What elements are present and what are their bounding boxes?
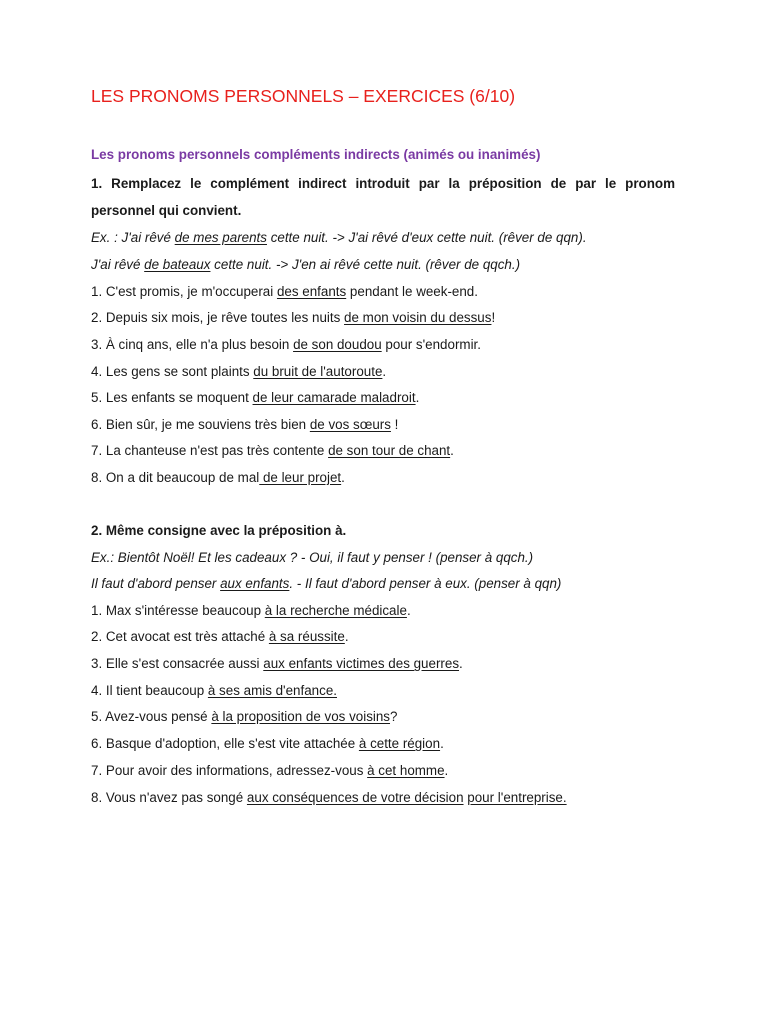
list-item: 4. Il tient beaucoup à ses amis d'enfance. <box>91 683 337 698</box>
list-item: 6. Basque d'adoption, elle s'est vite attachée à cette région. <box>91 736 444 751</box>
exercise2-instruction: 2. Même consigne avec la préposition à. <box>91 523 347 538</box>
list-item: 7. La chanteuse n'est pas très contente de son tour de chant. <box>91 443 454 458</box>
exercise1-example: Ex. : J'ai rêvé de mes parents cette nuit. -> J'ai rêvé d'eux cette nuit. (rêver de qqn). <box>91 230 587 245</box>
list-item: 8. Vous n'avez pas songé aux conséquences de votre décision pour l'entreprise. <box>91 790 567 805</box>
list-item: 5. Les enfants se moquent de leur camarade maladroit. <box>91 390 420 405</box>
exercise2-example: Il faut d'abord penser aux enfants. - Il faut d'abord penser à eux. (penser à qqn) <box>91 576 562 591</box>
list-item: 4. Les gens se sont plaints du bruit de l'autoroute. <box>91 364 387 379</box>
section-title: Les pronoms personnels compléments indirects (animés ou inanimés) <box>91 147 541 162</box>
list-item: 2. Depuis six mois, je rêve toutes les nuits de mon voisin du dessus! <box>91 310 496 325</box>
list-item: 1. Max s'intéresse beaucoup à la recherche médicale. <box>91 603 411 618</box>
exercise1-instruction: 1. Remplacez le complément indirect introduit par la préposition de par le pronom personnel qui convient. <box>91 176 675 218</box>
list-item: 3. Elle s'est consacrée aussi aux enfants victimes des guerres. <box>91 656 463 671</box>
list-item: 5. Avez-vous pensé à la proposition de vos voisins? <box>91 709 398 724</box>
list-item: 3. À cinq ans, elle n'a plus besoin de son doudou pour s'endormir. <box>91 337 481 352</box>
exercise2-example: Ex.: Bientôt Noël! Et les cadeaux ? - Oui, il faut y penser ! (penser à qqch.) <box>91 550 534 565</box>
page-title: LES PRONOMS PERSONNELS – EXERCICES (6/10) <box>91 86 516 106</box>
exercise1-example: J'ai rêvé de bateaux cette nuit. -> J'en ai rêvé cette nuit. (rêver de qqch.) <box>91 257 521 272</box>
list-item: 1. C'est promis, je m'occuperai des enfants pendant le week-end. <box>91 284 478 299</box>
list-item: 2. Cet avocat est très attaché à sa réussite. <box>91 629 349 644</box>
list-item: 7. Pour avoir des informations, adressez-vous à cet homme. <box>91 763 449 778</box>
list-item: 8. On a dit beaucoup de mal de leur projet. <box>91 470 345 485</box>
list-item: 6. Bien sûr, je me souviens très bien de vos sœurs ! <box>91 417 399 432</box>
